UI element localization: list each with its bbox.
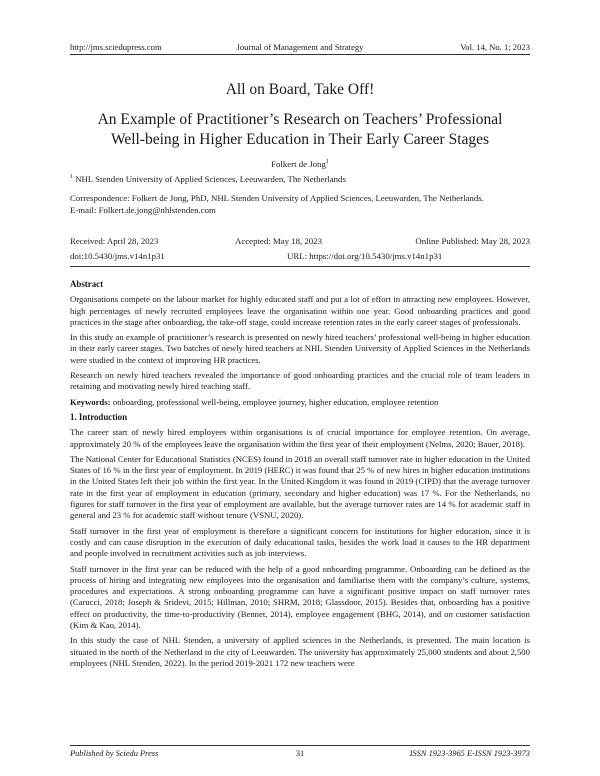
intro-paragraph-5: In this study the case of NHL Stenden, a university of applied sciences in the Netherlands, is presented. The main location is situated in the north of the Netherland in the city of Leeuwarden. The university has approximately 25,000 students and about 2,500 employees (NHL Stenden, 2022). In the period 2019-2021 172 new teachers were — [70, 635, 530, 668]
intro-paragraph-1: The career start of newly hired employees within organisations is of crucial importance for employee retention. On average, approximately 20 % of the employees leave the organisation within the first year of their employment (Nelms, 2020; Bauer, 2018). — [70, 427, 530, 449]
accepted-date: Accepted: May 18, 2023 — [235, 236, 322, 246]
page-number: 31 — [295, 749, 305, 758]
issn: ISSN 1923-3965 E-ISSN 1923-3973 — [409, 749, 530, 758]
introduction-heading: 1. Introduction — [70, 411, 128, 422]
online-date: Online Published: May 28, 2023 — [415, 236, 530, 246]
received-date: Received: April 28, 2023 — [70, 236, 159, 246]
journal-url[interactable]: http://jms.sciedupress.com — [70, 42, 162, 52]
author-line — [70, 159, 530, 169]
subtitle-line-2: Well-being in Higher Education in Their Early Career Stages — [110, 131, 490, 148]
subtitle-line-1: An Example of Practitioner’s Research on Teachers’ Professional — [97, 111, 503, 128]
intro-paragraph-3: Staff turnover in the first year of employment is therefore a significant concern for institutions for higher education, since it is costly and can cause disruption in the execution of daily educational tasks, besides the work load it causes to the HR department and people involved in recruitment activities such as job interviews. — [70, 525, 530, 559]
abstract-paragraph-1: Organisations compete on the labour market for highly educated staff and put a lot of effort in attracting new employees. However, high percentages of newly recruited employees leave the organisation within one year. Good onboarding practices and good practices in the stage after onboarding, the take-off stage, could increase retention rates in the early career stages of professionals. — [70, 294, 530, 327]
affiliation-text: NHL Stenden University of Applied Sciences, Leeuwarden, The Netherlands — [75, 174, 346, 184]
keywords — [70, 397, 530, 408]
doi-url[interactable]: URL: https://doi.org/10.5430/jms.v14n1p31 — [287, 251, 443, 261]
article-body — [70, 279, 530, 673]
dates-row — [70, 236, 530, 248]
abstract-paragraph-3: Research on newly hired teachers revealed the importance of good onboarding practices and the crucial role of team leaders in retaining and motivating newly hired teaching staff. — [70, 370, 530, 392]
author-sup: 1 — [325, 159, 329, 166]
affiliation-sup: 1 — [70, 174, 73, 181]
affiliation — [70, 174, 530, 184]
correspondence-block — [70, 192, 530, 216]
intro-paragraph-4: Staff turnover in the first year can be reduced with the help of a good onboarding programme. Onboarding can be defined as the process of hiring and integrating new employees into the organisation and familiarise them with the company’s culture, systems, procedures and expectations. A strong onboarding programme can have a significant positive impact on staff turnover rates (Carucci, 2018; Joseph & Sridevi, 2015; Hillman, 2010; SHRM, 2018; Glassdoor, 2015). Besides that, onboarding has a positive effect on productivity, the time-to-productivity (Bennet, 2014), employee engagement (BHG, 2014), and on customer satisfaction (Kim & Kao, 2014). — [70, 563, 530, 631]
abstract-paragraph-2: In this study an example of practitioner’s research is presented on newly hired teachers’ professional well-being in higher education in their early career stages. Two batches of newly hired teachers at NHL Stenden University of Applied Sciences in the Netherlands were studied in the context of improving HR practices. — [70, 332, 530, 365]
keywords-label: Keywords: — [70, 396, 111, 407]
running-footer — [70, 745, 530, 763]
volume-info: Vol. 14, No. 1; 2023 — [460, 42, 530, 52]
doi-row — [70, 251, 530, 267]
email[interactable]: E-mail: Folkert.de.jong@nhlstenden.com — [70, 205, 216, 215]
publisher: Published by Sciedu Press — [70, 749, 159, 758]
abstract-heading: Abstract — [70, 279, 104, 289]
paper-subtitle — [70, 110, 530, 150]
correspondence: Correspondence: Folkert de Jong, PhD, NHL Stenden University of Applied Sciences, Leeuwarden, The Netherlands. — [70, 193, 484, 203]
paper-title: All on Board, Take Off! — [225, 81, 375, 98]
running-header — [70, 42, 530, 55]
author-name: Folkert de Jong — [271, 159, 326, 169]
journal-name: Journal of Management and Strategy — [236, 42, 364, 52]
keywords-list: onboarding, professional well-being, employee journey, higher education, employee retention — [112, 396, 439, 407]
intro-paragraph-2: The National Center for Educational Statistics (NCES) found in 2018 an overall staff turnover rate in higher education in the United States of 16 % in the first year of employment. In 2019 (HERC) it was found that 25 % of new hires in higher education institutions in the United States left their job within the first year. In the United Kingdom it was found in 2019 (CIPD) that the average turnover rate in the first year of employment in education (primary, secondary and higher education) was 17 %. For the Netherlands, no figures for staff turnover in the first year of employment are available, but the average turnover rates are 14 % for academic staff in general and 23 % for academic staff without tenure (VSNU, 2020). — [70, 453, 530, 521]
doi: doi:10.5430/jms.v14n1p31 — [70, 251, 165, 261]
